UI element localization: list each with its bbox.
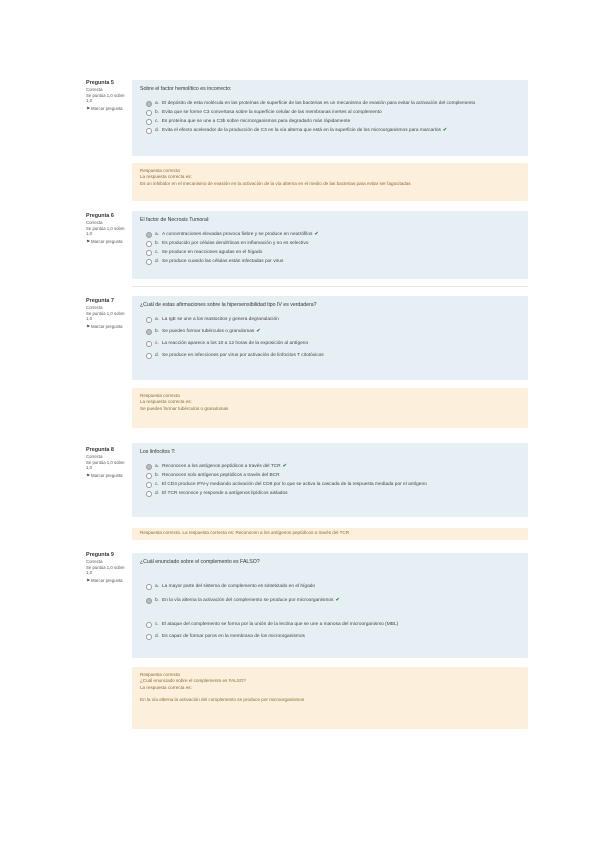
option-text: El TCR reconoce y responde a antígenos lipídicos aislados bbox=[162, 491, 288, 496]
feedback-line: La respuesta correcta es: bbox=[140, 684, 192, 690]
radio-button[interactable] bbox=[146, 598, 152, 604]
radio-button[interactable] bbox=[146, 259, 152, 265]
check-icon: ✔ bbox=[256, 329, 261, 334]
answer-option[interactable] bbox=[146, 232, 520, 238]
check-icon: ✔ bbox=[282, 464, 287, 469]
question-text: Sobre el factor hemolítico es incorrecto: bbox=[140, 86, 232, 92]
radio-button[interactable] bbox=[146, 329, 152, 335]
answer-option[interactable] bbox=[146, 464, 520, 470]
question-status: Correcta bbox=[86, 454, 103, 459]
option-text: Reconocen solo antígenos peptídicos a través del BCR bbox=[162, 473, 280, 478]
question-info bbox=[86, 552, 126, 583]
radio-button[interactable] bbox=[146, 464, 152, 470]
radio-button[interactable] bbox=[146, 101, 152, 107]
radio-button[interactable] bbox=[146, 119, 152, 125]
divider bbox=[132, 286, 528, 287]
radio-button[interactable] bbox=[146, 491, 152, 497]
option-text: Se pueden formar tubérculos o granulomas bbox=[162, 329, 255, 334]
radio-button[interactable] bbox=[146, 241, 152, 247]
option-text: Reconocen a los antígenos peptídicos a través del TCR bbox=[162, 464, 281, 469]
question-box bbox=[132, 296, 528, 380]
question-box bbox=[132, 443, 528, 517]
feedback-line: Se pueden formar tubérculos o granulomas bbox=[140, 405, 229, 411]
answer-option[interactable] bbox=[146, 634, 520, 640]
question-text: ¿Cuál de estas afirmaciones sobre la hipersensibilidad tipo IV es verdadera? bbox=[140, 302, 317, 308]
flag-label: Marcar pregunta bbox=[91, 238, 123, 244]
feedback-line: Respuesta correcta bbox=[140, 168, 180, 173]
check-icon: ✔ bbox=[442, 128, 447, 133]
option-text: La mayor parte del sistema de complemento es sintetizado en el hígado bbox=[162, 584, 316, 589]
feedback-box bbox=[132, 388, 528, 428]
option-letter: c. bbox=[155, 622, 159, 627]
radio-button[interactable] bbox=[146, 128, 152, 134]
question-number: Pregunta 6 bbox=[86, 213, 114, 219]
answer-option[interactable] bbox=[146, 241, 520, 247]
option-letter: b. bbox=[155, 598, 160, 603]
question-text: ¿Cuál enunciado sobre el complemento es FALSO? bbox=[140, 559, 260, 565]
option-text: La reacción aparece a los 10 a 12 horas de la exposición al antígeno bbox=[161, 341, 309, 346]
option-letter: d. bbox=[155, 491, 160, 496]
feedback-line: Respuesta correcta bbox=[140, 672, 180, 677]
option-letter: b. bbox=[155, 329, 160, 334]
radio-button[interactable] bbox=[146, 250, 152, 256]
feedback-box bbox=[132, 667, 528, 729]
answer-option[interactable] bbox=[146, 110, 520, 116]
option-text: El depósito de esta molécula en las proteínas de superficie de las bacterias es un mecanismo de evasión para evitar la activación del complemento bbox=[162, 101, 476, 106]
option-letter: b. bbox=[155, 473, 160, 478]
radio-button[interactable] bbox=[146, 110, 152, 116]
flag-label: Marcar pregunta bbox=[91, 105, 123, 111]
check-icon: ✔ bbox=[314, 232, 319, 237]
question-number: Pregunta 9 bbox=[86, 552, 114, 558]
answer-option[interactable] bbox=[146, 101, 520, 107]
radio-button[interactable] bbox=[146, 317, 152, 323]
radio-button[interactable] bbox=[146, 353, 152, 359]
question-score: Se puntúa 1,0 sobre 1,0 bbox=[86, 310, 125, 322]
radio-button[interactable] bbox=[146, 584, 152, 590]
option-text: Se produce cuando las células están infectadas por virus bbox=[162, 259, 284, 264]
option-text: Se produce en reacciones agudas en el hígado bbox=[161, 250, 263, 255]
radio-button[interactable] bbox=[146, 622, 152, 628]
option-text: Se produce en infecciones por virus por activación de linfocitos T citotóxicos bbox=[162, 353, 324, 358]
radio-button[interactable] bbox=[146, 473, 152, 479]
question-info bbox=[86, 80, 126, 111]
flag-question-link[interactable]: ⚑ Marcar pregunta bbox=[86, 105, 123, 111]
option-text: Evita el efecto acelerador de la producción de C3 en la vía alterna que está en la superficie de los microorganismos para marcarlos bbox=[162, 128, 441, 133]
answer-option[interactable] bbox=[146, 482, 520, 488]
feedback-line: Respuesta correcta. La respuesta correcta es: Reconocen a los antígenos peptídicos a través del TCR bbox=[140, 530, 350, 535]
answer-option[interactable] bbox=[146, 598, 520, 604]
flag-question-link[interactable]: ⚑ Marcar pregunta bbox=[86, 472, 123, 478]
answer-option[interactable] bbox=[146, 119, 520, 125]
option-letter: b. bbox=[155, 110, 160, 115]
question-number: Pregunta 7 bbox=[86, 298, 114, 304]
feedback-box bbox=[132, 163, 528, 201]
question-score: Se puntúa 1,0 sobre 1,0 bbox=[86, 564, 125, 576]
question-score: Se puntúa 1,0 sobre 1,0 bbox=[86, 225, 125, 237]
option-letter: d. bbox=[155, 353, 160, 358]
option-letter: d. bbox=[155, 128, 160, 133]
option-letter: a. bbox=[155, 584, 160, 589]
question-text: Los linfocitos T: bbox=[140, 449, 176, 455]
question-info bbox=[86, 447, 126, 478]
answer-option[interactable] bbox=[146, 622, 520, 628]
flag-question-link[interactable]: ⚑ Marcar pregunta bbox=[86, 323, 123, 329]
question-score: Se puntúa 1,0 sobre 1,0 bbox=[86, 459, 125, 471]
question-text: El factor de Necrosis Tumoral: bbox=[140, 217, 210, 223]
question-info bbox=[86, 213, 126, 244]
feedback-line: En la vía alterna la activación del complemento se produce por microorganismos bbox=[140, 697, 305, 703]
feedback-line: La respuesta correcta es: bbox=[140, 174, 192, 180]
answer-option[interactable] bbox=[146, 473, 520, 479]
option-text: El ataque del complemento se forma por la unión de la lectina que se une a manosa del microorganismo (MBL) bbox=[161, 622, 399, 627]
option-letter: a. bbox=[155, 464, 160, 469]
answer-option[interactable] bbox=[146, 491, 520, 497]
question-number: Pregunta 5 bbox=[86, 80, 114, 86]
option-letter: b. bbox=[155, 241, 160, 246]
option-letter: a. bbox=[155, 101, 160, 106]
question-box bbox=[132, 553, 528, 658]
option-letter: c. bbox=[155, 250, 159, 255]
feedback-line: ¿Cuál enunciado sobre el complemento es FALSO? bbox=[140, 678, 246, 684]
answer-option[interactable] bbox=[146, 341, 520, 347]
question-number: Pregunta 8 bbox=[86, 447, 114, 453]
option-letter: d. bbox=[155, 259, 160, 264]
option-letter: c. bbox=[155, 341, 159, 346]
question-box bbox=[132, 80, 528, 156]
option-letter: c. bbox=[155, 482, 159, 487]
option-text: A concentraciones elevadas provoca fiebre y se produce en neutrófilos bbox=[162, 232, 313, 237]
question-status: Correcta bbox=[86, 305, 103, 310]
radio-button[interactable] bbox=[146, 482, 152, 488]
answer-option[interactable] bbox=[146, 317, 520, 323]
feedback-line: Es un inhibidor en el mecanismo de evasión en la activación de la vía alterna en el medio de las bacterias para evitar ser fagocitadas bbox=[140, 180, 411, 186]
question-score: Se puntúa 1,0 sobre 1,0 bbox=[86, 92, 125, 104]
option-letter: d. bbox=[155, 634, 160, 639]
option-letter: a. bbox=[155, 232, 160, 237]
flag-label: Marcar pregunta bbox=[91, 323, 123, 329]
answer-option[interactable] bbox=[146, 353, 520, 359]
answer-option[interactable] bbox=[146, 128, 520, 134]
option-letter: c. bbox=[155, 119, 159, 124]
option-letter: a. bbox=[155, 317, 160, 322]
option-text: Es producido por células dendríticas en inflamación y no es selectivo bbox=[162, 241, 309, 246]
question-status: Correcta bbox=[86, 87, 103, 92]
flag-question-link[interactable]: ⚑ Marcar pregunta bbox=[86, 238, 123, 244]
feedback-line: Respuesta correcta bbox=[140, 393, 180, 398]
question-info bbox=[86, 298, 126, 329]
check-icon: ✔ bbox=[335, 598, 340, 603]
option-text: La IgE se une a los mastocitos y genera degranulación bbox=[162, 317, 279, 322]
option-text: Es proteína que se une a C3b sobre microorganismos para degradarlo más rápidamente bbox=[161, 119, 351, 124]
option-text: Evita que se forme C3 convertasa sobre la superficie celular de las membranas inertes al complemento bbox=[162, 110, 382, 115]
option-text: En la vía alterna la activación del complemento se produce por microorganismos bbox=[162, 598, 334, 603]
feedback-line: La respuesta correcta es: bbox=[140, 399, 192, 405]
question-status: Correcta bbox=[86, 220, 103, 225]
question-box bbox=[132, 211, 528, 279]
flag-question-link[interactable]: ⚑ Marcar pregunta bbox=[86, 577, 123, 583]
radio-button[interactable] bbox=[146, 341, 152, 347]
option-text: El CD4 produce IFN-γ mediando activación del CD8 por lo que se activa la cascada de la respuesta mediada por el antígeno bbox=[161, 482, 427, 487]
question-status: Correcta bbox=[86, 559, 103, 564]
answer-option[interactable] bbox=[146, 584, 520, 590]
answer-option[interactable] bbox=[146, 329, 520, 335]
flag-label: Marcar pregunta bbox=[91, 472, 123, 478]
option-text: Es capaz de formar poros en la membrana de los microorganismos bbox=[162, 634, 305, 639]
flag-label: Marcar pregunta bbox=[91, 577, 123, 583]
answer-option[interactable] bbox=[146, 250, 520, 256]
radio-button[interactable] bbox=[146, 634, 152, 640]
radio-button[interactable] bbox=[146, 232, 152, 238]
feedback-box bbox=[132, 528, 528, 540]
answer-option[interactable] bbox=[146, 259, 520, 265]
